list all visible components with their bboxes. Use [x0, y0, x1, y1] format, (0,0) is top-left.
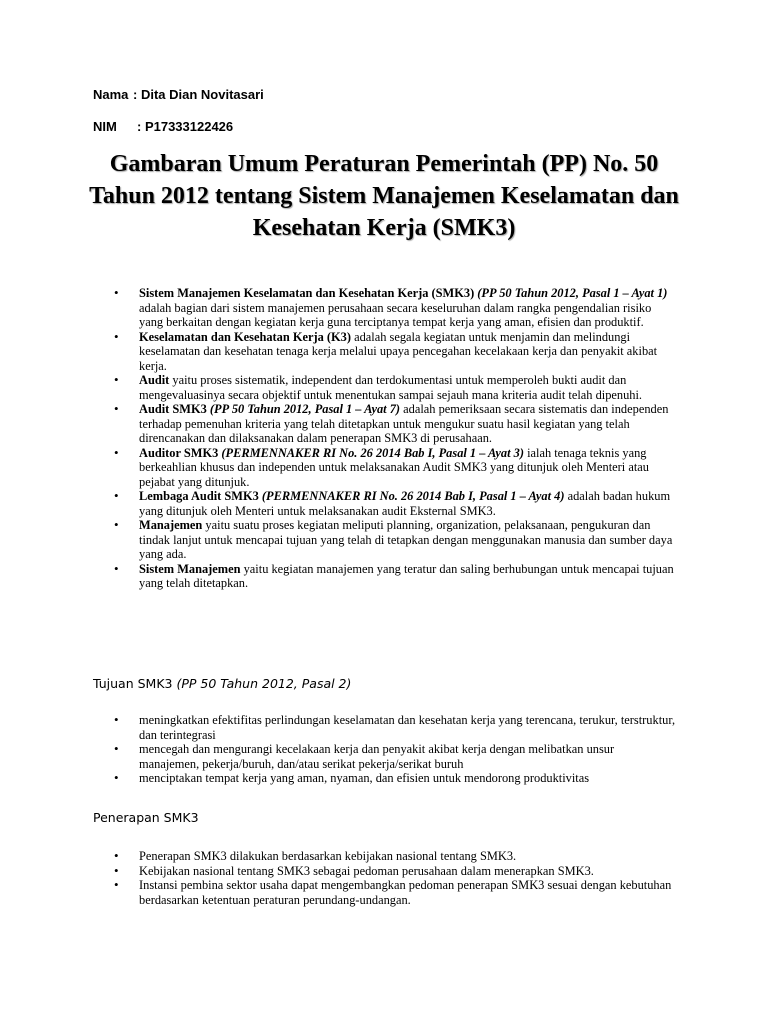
student-name-line: [93, 87, 264, 103]
list-item: • Instansi pembina sektor usaha dapat mengembangkan pedoman penerapan SMK3 sesuai dengan kebutuhan berdasarkan ketentuan peraturan perundang-undangan.: [112, 878, 677, 907]
definition-text: adalah pemeriksaan secara sistematis dan independen terhadap pemenuhan kriteria yang telah ditetapkan untuk mengukur suatu hasil kegiatan yang telah direncanakan dan dilaksanakan dalam penerapan SMK3 di perusahaan.: [139, 402, 669, 445]
definition-ref: (PERMENNAKER RI No. 26 2014 Bab I, Pasal 1 – Ayat 3): [218, 445, 524, 460]
definition-item: [112, 489, 677, 518]
definitions-list: [112, 286, 677, 591]
name-label: Nama: [93, 87, 129, 102]
list-item: • meningkatkan efektifitas perlindungan keselamatan dan kesehatan kerja yang terencana, terukur, terstruktur, dan terintegrasi: [112, 713, 677, 742]
definition-item: [112, 446, 677, 490]
definition-text: yaitu kegiatan manajemen yang teratur dan saling berhubungan untuk mencapai tujuan yang telah ditetapkan.: [139, 561, 674, 590]
tujuan-heading-text: Tujuan SMK3: [93, 676, 173, 691]
definition-term: Sistem Manajemen: [139, 561, 241, 576]
definition-text: adalah bagian dari sistem manajemen perusahaan secara keseluruhan dalam rangka pengendalian risiko yang berkaitan dengan kegiatan kerja guna terciptanya tempat kerja yang aman, efisien dan produktif.: [139, 300, 652, 329]
definition-term: Keselamatan dan Kesehatan Kerja (K3): [139, 329, 351, 344]
definition-text: yaitu suatu proses kegiatan meliputi planning, organization, pelaksanaan, pengukuran dan tindak lanjut untuk mencapai tujuan yang telah di tetapkan dengan menggunakan manusia dan sumber daya yang ada.: [139, 518, 673, 561]
nim-value: : P17333122426: [137, 119, 234, 134]
definition-text: ialah tenaga teknis yang berkeahlian khusus dan independen untuk melaksanakan Audit SMK3 yang ditunjuk oleh Menteri atau pejabat yang ditunjuk.: [139, 445, 649, 489]
penerapan-heading: Penerapan SMK3: [93, 810, 199, 825]
tujuan-heading: [93, 676, 351, 692]
definition-term: Lembaga Audit SMK3: [139, 489, 259, 503]
definition-text: adalah segala kegiatan untuk menjamin dan melindungi keselamatan dan kesehatan tenaga kerja melalui upaya pencegahan kecelakaan kerja dan penyakit akibat kerja.: [139, 329, 658, 373]
definition-text: yaitu proses sistematik, independent dan terdokumentasi untuk memperoleh bukti audit dan mengevaluasinya secara objektif untuk menentukan sampai sejauh mana kriteria audit telah dipenuhi.: [139, 373, 643, 402]
definition-text: adalah badan hukum yang ditunjuk oleh Menteri untuk melaksanakan audit Eksternal SMK3.: [139, 489, 671, 518]
penerapan-list: [112, 849, 677, 907]
list-item: • menciptakan tempat kerja yang aman, nyaman, dan efisien untuk mendorong produktivitas: [112, 771, 677, 786]
name-value: : Dita Dian Novitasari: [133, 87, 264, 102]
definition-term: Sistem Manajemen Keselamatan dan Kesehatan Kerja (SMK3): [139, 286, 475, 300]
definition-term: Manajemen: [139, 518, 203, 532]
definition-item: [112, 562, 677, 591]
tujuan-list: [112, 713, 677, 786]
tujuan-heading-ref: (PP 50 Tahun 2012, Pasal 2): [172, 676, 352, 691]
definition-item: [112, 373, 677, 402]
list-item: • mencegah dan mengurangi kecelakaan kerja dan penyakit akibat kerja dengan melibatkan unsur manajemen, pekerja/buruh, dan/atau serikat pekerja/serikat buruh: [112, 742, 677, 771]
document-title: Gambaran Umum Peraturan Pemerintah (PP) No. 50 Tahun 2012 tentang Sistem Manajemen Keselamatan dan Kesehatan Kerja (SMK3): [89, 151, 679, 241]
definition-ref: (PP 50 Tahun 2012, Pasal 1 – Ayat 1): [474, 286, 668, 300]
nim-label: NIM: [93, 119, 117, 134]
definition-item: [112, 286, 677, 330]
list-item: • Penerapan SMK3 dilakukan berdasarkan kebijakan nasional tentang SMK3.: [112, 849, 677, 864]
definition-term: Audit: [139, 373, 170, 387]
definition-ref: (PERMENNAKER RI No. 26 2014 Bab I, Pasal 1 – Ayat 4): [258, 489, 565, 503]
definition-item: [112, 402, 677, 446]
definition-term: Auditor SMK3: [139, 445, 219, 460]
student-nim-line: [93, 119, 233, 135]
definition-ref: (PP 50 Tahun 2012, Pasal 1 – Ayat 7): [206, 402, 401, 416]
definition-item: [112, 330, 677, 374]
list-item: • Kebijakan nasional tentang SMK3 sebagai pedoman perusahaan dalam menerapkan SMK3.: [112, 864, 677, 879]
definition-item: [112, 518, 677, 562]
definition-term: Audit SMK3: [139, 402, 207, 416]
